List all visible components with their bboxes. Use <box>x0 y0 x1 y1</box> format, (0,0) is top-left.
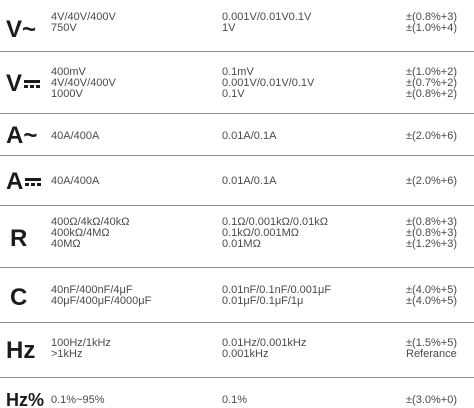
resolution-cell <box>222 217 328 250</box>
range-line: 400mV <box>51 66 86 78</box>
accuracy-line: ±(0.8%+3) <box>406 216 457 228</box>
range-line: 400Ω/4kΩ/40kΩ <box>51 216 130 228</box>
table-row-dc-current <box>0 156 474 206</box>
resolution-line: 1V <box>222 22 236 34</box>
table-row-frequency <box>0 323 474 378</box>
resolution-line: 0.1Ω/0.001kΩ/0.01kΩ <box>222 216 329 228</box>
range-line: >1kHz <box>51 348 83 360</box>
accuracy-cell <box>406 395 457 406</box>
range-cell <box>51 217 130 250</box>
capacitance-symbol: C <box>10 284 28 311</box>
accuracy-cell <box>406 12 457 34</box>
accuracy-cell <box>406 131 457 142</box>
resolution-cell <box>222 338 306 360</box>
range-line: 0.1%~95% <box>51 394 105 406</box>
resolution-line: 0.001V/0.01V/0.1V <box>222 77 315 89</box>
accuracy-cell <box>406 67 457 100</box>
resolution-cell <box>222 176 276 187</box>
range-line: 100Hz/1kHz <box>51 337 111 349</box>
accuracy-line: ±(0.7%+2) <box>406 77 457 89</box>
resolution-line: 0.01nF/0.1nF/0.001μF <box>222 284 332 296</box>
resolution-cell <box>222 395 247 406</box>
accuracy-cell <box>406 338 457 360</box>
range-line: 40nF/400nF/4μF <box>51 284 133 296</box>
resolution-line: 0.1kΩ/0.001MΩ <box>222 227 299 239</box>
accuracy-cell <box>406 217 457 250</box>
accuracy-line: Referance <box>406 348 457 360</box>
range-line: 40μF/400μF/4000μF <box>51 295 152 307</box>
resolution-cell <box>222 131 276 142</box>
resolution-line: 0.1mV <box>222 66 254 78</box>
accuracy-line: ±(1.0%+2) <box>406 66 457 78</box>
dc-voltage-symbol <box>6 72 40 96</box>
range-cell <box>51 285 151 307</box>
range-cell <box>51 12 116 34</box>
accuracy-line: ±(0.8%+2) <box>406 88 457 100</box>
frequency-symbol: Hz <box>6 337 36 364</box>
resolution-line: 0.1% <box>222 394 248 406</box>
duty-cycle-symbol: Hz% <box>6 390 45 408</box>
accuracy-cell <box>406 285 457 307</box>
range-line: 750V <box>51 22 77 34</box>
resolution-cell <box>222 12 311 34</box>
range-line: 1000V <box>51 88 83 100</box>
accuracy-line: ±(1.2%+3) <box>406 238 457 250</box>
range-line: 40MΩ <box>51 238 81 250</box>
table-row-dc-voltage <box>0 52 474 114</box>
resolution-line: 0.01Hz/0.001kHz <box>222 337 307 349</box>
table-row-ac-voltage <box>0 0 474 52</box>
range-line: 40A/400A <box>51 175 100 187</box>
resolution-line: 0.001V/0.01V0.1V <box>222 11 312 23</box>
resolution-line: 0.1V <box>222 88 245 100</box>
ac-current-symbol: A~ <box>6 122 38 149</box>
resolution-cell <box>222 285 331 307</box>
accuracy-line: ±(4.0%+5) <box>406 284 457 296</box>
accuracy-cell <box>406 176 457 187</box>
dc-current-symbol <box>6 170 41 194</box>
table-row-duty-cycle <box>0 378 474 408</box>
resolution-line: 0.01A/0.1A <box>222 130 277 142</box>
accuracy-line: ±(3.0%+0) <box>406 394 457 406</box>
dc-symbol-icon <box>25 177 41 187</box>
table-row-ac-current <box>0 114 474 156</box>
accuracy-line: ±(0.8%+3) <box>406 11 457 23</box>
range-cell <box>51 131 99 142</box>
range-line: 4V/40V/400V <box>51 77 116 89</box>
accuracy-line: ±(1.5%+5) <box>406 337 457 349</box>
dc-voltage-letter: V <box>6 70 23 97</box>
range-line: 40A/400A <box>51 130 100 142</box>
accuracy-line: ±(4.0%+5) <box>406 295 457 307</box>
range-cell <box>51 67 116 100</box>
resistance-symbol: R <box>10 225 28 252</box>
ac-voltage-symbol: V~ <box>6 16 37 43</box>
accuracy-line: ±(2.0%+6) <box>406 130 457 142</box>
accuracy-line: ±(0.8%+3) <box>406 227 457 239</box>
dc-symbol-icon <box>24 79 40 89</box>
resolution-line: 0.001kHz <box>222 348 269 360</box>
accuracy-line: ±(1.0%+4) <box>406 22 457 34</box>
table-row-capacitance <box>0 268 474 323</box>
resolution-cell <box>222 67 314 100</box>
range-cell <box>51 176 99 187</box>
range-cell <box>51 338 111 360</box>
dc-current-letter: A <box>6 168 24 195</box>
accuracy-line: ±(2.0%+6) <box>406 175 457 187</box>
range-line: 4V/40V/400V <box>51 11 116 23</box>
table-row-resistance <box>0 206 474 268</box>
resolution-line: 0.01μF/0.1μF/1μ <box>222 295 304 307</box>
resolution-line: 0.01A/0.1A <box>222 175 277 187</box>
range-cell <box>51 395 105 406</box>
range-line: 400kΩ/4MΩ <box>51 227 110 239</box>
resolution-line: 0.01MΩ <box>222 238 261 250</box>
